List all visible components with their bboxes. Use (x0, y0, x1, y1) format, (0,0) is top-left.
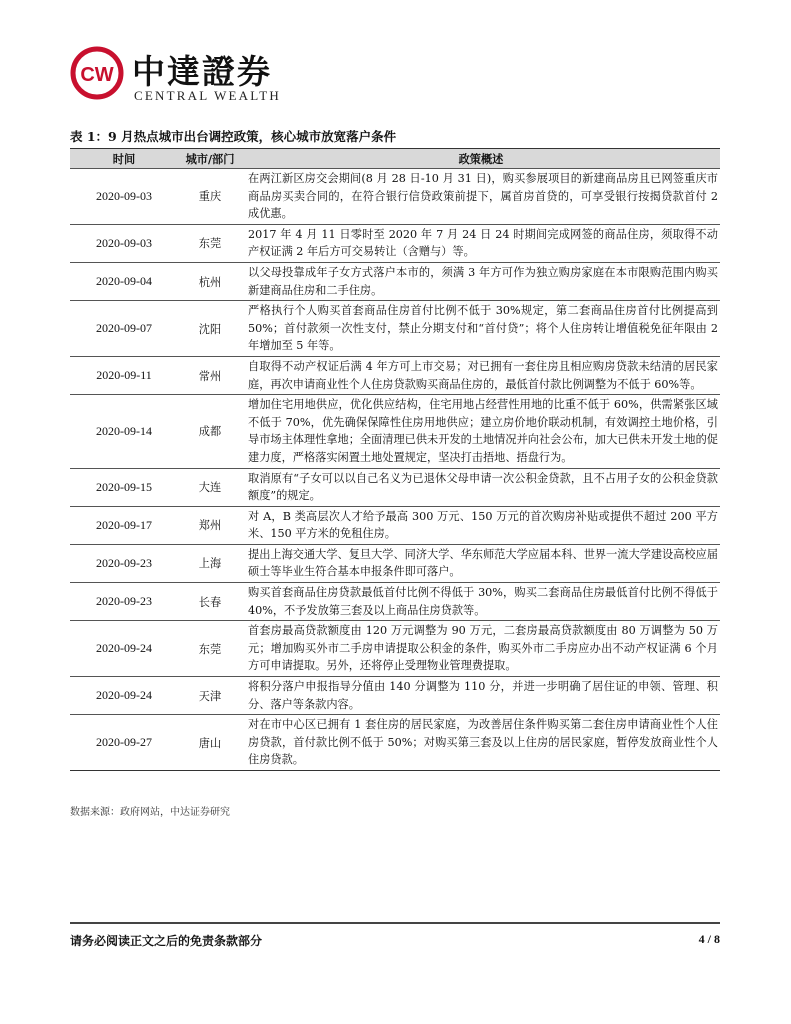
city-cell: 上海 (178, 544, 242, 582)
city-cell: 大连 (178, 468, 242, 506)
city-cell: 东莞 (178, 621, 242, 677)
date-cell: 2020-09-23 (70, 583, 178, 621)
policy-cell: 以父母投靠成年子女方式落户本市的，须满 3 年方可作为独立购房家庭在本市限购范围内购买新建商品住房和二手住房。 (242, 262, 720, 300)
policy-cell: 购买首套商品住房贷款最低首付比例不得低于 30%，购买二套商品住房最低首付比例不得低于 40%，不予发放第三套及以上商品住房贷款等。 (242, 583, 720, 621)
policy-table (70, 148, 720, 771)
policy-cell: 增加住宅用地供应，优化供应结构，住宅用地占经营性用地的比重不低于 60%，供需紧张区域不低于 70%，优先确保保障性住房用地供应；建立房价地价联动机制，有效调控土地价格，引导市场主体理性拿地；全面清理已供未开发的土地情况并向社会公布，加大已供未开发土地的促建力度，严格落实闲置土地处置规定，坚决打击捂地、捂盘行为。 (242, 395, 720, 468)
date-cell: 2020-09-15 (70, 468, 178, 506)
date-cell: 2020-09-07 (70, 301, 178, 357)
logo-chinese-name: 中達證券 (132, 52, 272, 91)
table-header-row (70, 149, 720, 169)
logo-mark-text: CW (80, 64, 114, 86)
column-header-policy: 政策概述 (242, 149, 720, 169)
policy-cell: 取消原有“子女可以以自己名义为已退休父母申请一次公积金贷款，且不占用子女的公积金贷款额度”的规定。 (242, 468, 720, 506)
policy-cell: 首套房最高贷款额度由 120 万元调整为 90 万元，二套房最高贷款额度由 80 万调整为 50 万元；增加购买外市二手房申请提取公积金的条件，购买外市二手房应办出不动产权证满 6 个月方可申请提取。另外，还将停止受理物业管理费提取。 (242, 621, 720, 677)
date-cell: 2020-09-11 (70, 356, 178, 394)
date-cell: 2020-09-24 (70, 677, 178, 715)
footer-divider (70, 922, 720, 924)
date-cell: 2020-09-24 (70, 621, 178, 677)
table-row (70, 468, 720, 506)
city-cell: 唐山 (178, 715, 242, 771)
table-row (70, 301, 720, 357)
city-cell: 重庆 (178, 169, 242, 225)
table-title: 表 1：9 月热点城市出台调控政策，核心城市放宽落户条件 (70, 129, 397, 144)
company-logo (70, 42, 310, 112)
table-row (70, 262, 720, 300)
city-cell: 常州 (178, 356, 242, 394)
date-cell: 2020-09-03 (70, 224, 178, 262)
policy-cell: 对 A，B 类高层次人才给予最高 300 万元、150 万元的首次购房补贴或提供不超过 200 平方米、150 平方米的免租住房。 (242, 506, 720, 544)
policy-cell: 自取得不动产权证后满 4 年方可上市交易；对已拥有一套住房且相应购房贷款未结清的居民家庭，再次申请商业性个人住房贷款购买商品住房的，最低首付款比例调整为不低于 60%等。 (242, 356, 720, 394)
policy-cell: 2017 年 4 月 11 日零时至 2020 年 7 月 24 日 24 时期间完成网签的商品住房，须取得不动产权证满 2 年后方可交易转让（含赠与）等。 (242, 224, 720, 262)
city-cell: 长春 (178, 583, 242, 621)
table-row (70, 169, 720, 225)
column-header-date: 时间 (70, 149, 178, 169)
policy-cell: 将积分落户申报指导分值由 140 分调整为 110 分，并进一步明确了居住证的申领、管理、积分、落户等条款内容。 (242, 677, 720, 715)
cw-logo-icon (70, 46, 124, 100)
city-cell: 沈阳 (178, 301, 242, 357)
column-header-city: 城市/部门 (178, 149, 242, 169)
table-row (70, 621, 720, 677)
footer-disclaimer: 请务必阅读正文之后的免责条款部分 (70, 934, 263, 948)
policy-cell: 对在市中心区已拥有 1 套住房的居民家庭，为改善居住条件购买第二套住房申请商业性个人住房贷款，首付款比例不低于 50%；对购买第三套及以上住房的居民家庭，暂停发放商业性个人住房贷款。 (242, 715, 720, 771)
city-cell: 郑州 (178, 506, 242, 544)
city-cell: 杭州 (178, 262, 242, 300)
table-row (70, 677, 720, 715)
date-cell: 2020-09-17 (70, 506, 178, 544)
table-row (70, 715, 720, 771)
policy-cell: 提出上海交通大学、复旦大学、同济大学、华东师范大学应届本科、世界一流大学建设高校应届硕士等毕业生符合基本申报条件即可落户。 (242, 544, 720, 582)
date-cell: 2020-09-14 (70, 395, 178, 468)
policy-cell: 在两江新区房交会期间(8 月 28 日-10 月 31 日)，购买参展项目的新建商品房且已网签重庆市商品房买卖合同的，在符合银行信贷政策前提下，属首房首贷的，可享受银行按揭贷款首付 2 成优惠。 (242, 169, 720, 225)
logo-english-name: CENTRAL WEALTH (134, 88, 281, 103)
city-cell: 东莞 (178, 224, 242, 262)
policy-cell: 严格执行个人购买首套商品住房首付比例不低于 30%规定，第二套商品住房首付比例提高到 50%；首付款须一次性支付，禁止分期支付和“首付贷”；将个人住房转让增值税免征年限由 2 年增加至 5 年等。 (242, 301, 720, 357)
date-cell: 2020-09-27 (70, 715, 178, 771)
page-number: 4 / 8 (698, 932, 720, 946)
table-row (70, 224, 720, 262)
table-row (70, 506, 720, 544)
city-cell: 天津 (178, 677, 242, 715)
city-cell: 成都 (178, 395, 242, 468)
data-source-note: 数据来源：政府网站，中达证券研究 (70, 807, 230, 818)
table-row (70, 395, 720, 468)
date-cell: 2020-09-04 (70, 262, 178, 300)
table-row (70, 356, 720, 394)
table-row (70, 544, 720, 582)
date-cell: 2020-09-23 (70, 544, 178, 582)
table-row (70, 583, 720, 621)
date-cell: 2020-09-03 (70, 169, 178, 225)
